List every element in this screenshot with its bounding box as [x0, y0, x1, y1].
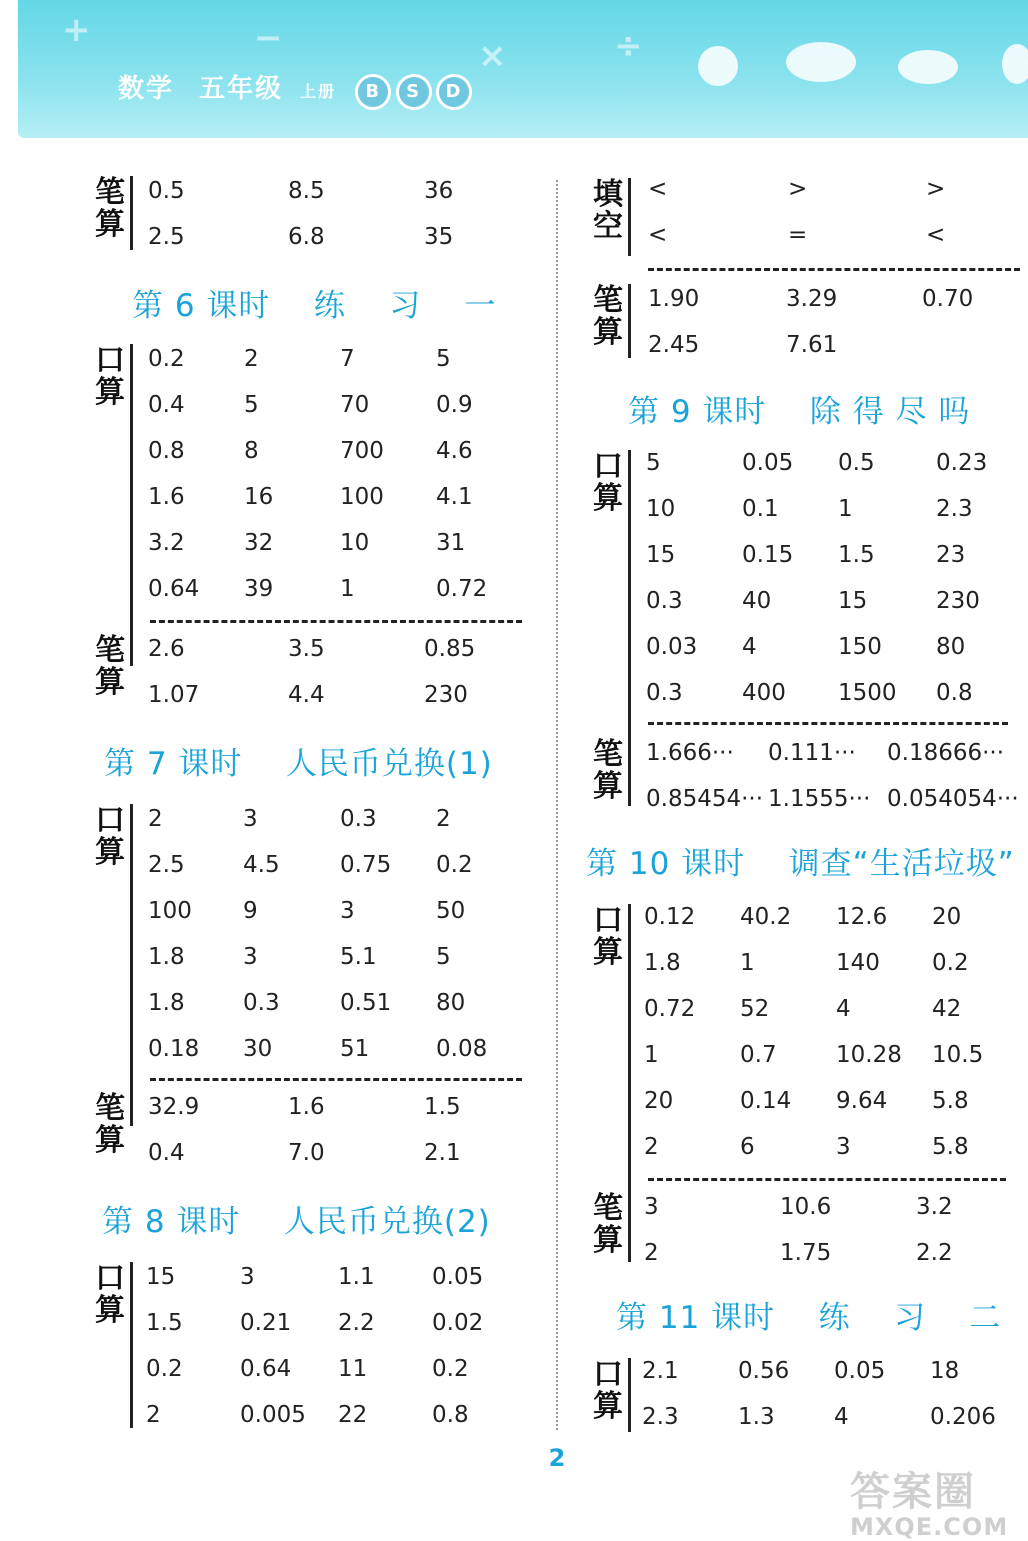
answer-cell: 4.4: [288, 682, 325, 708]
answer-cell: 0.054054···: [887, 786, 1019, 812]
lesson-title: 第 8 课时 人民币兑换(2): [102, 1204, 491, 1240]
answer-cell: 0.72: [436, 576, 488, 602]
section-label: 算: [593, 1389, 623, 1424]
answer-cell: 52: [740, 996, 770, 1022]
answer-cell: 1.666···: [646, 740, 734, 766]
answer-cell: 0.14: [740, 1088, 792, 1114]
answer-cell: 2: [148, 806, 163, 832]
answer-cell: 2.2: [916, 1240, 953, 1266]
answer-cell: 0.02: [432, 1310, 484, 1336]
answer-cell: 11: [338, 1356, 368, 1382]
section-label: 算: [593, 935, 623, 970]
answer-cell: 22: [338, 1402, 368, 1428]
answer-cell: 0.1: [742, 496, 779, 522]
answer-cell: 10.5: [932, 1042, 984, 1068]
answer-cell: 20: [932, 904, 962, 930]
lesson-title: 第 6 课时 练 习 一: [132, 288, 497, 324]
column-divider: [556, 180, 558, 1430]
answer-cell: 5.8: [932, 1134, 969, 1160]
answer-cell: 0.23: [936, 450, 988, 476]
section-label: 算: [593, 1223, 623, 1258]
answer-cell: 2.1: [642, 1358, 679, 1384]
answer-cell: 0.8: [936, 680, 973, 706]
section-label: 笔: [95, 633, 125, 668]
section-label: 口: [593, 903, 623, 938]
answer-cell: 1.75: [780, 1240, 832, 1266]
section-label: 笔: [95, 175, 125, 210]
answer-cell: 9.64: [836, 1088, 888, 1114]
answer-cell: 3.2: [148, 530, 185, 556]
answer-cell: 40.2: [740, 904, 792, 930]
answer-cell: >: [926, 176, 946, 202]
answer-cell: 4: [742, 634, 757, 660]
bracket-line: [628, 1358, 631, 1432]
answer-cell: 0.05: [742, 450, 794, 476]
answer-cell: 0.2: [432, 1356, 469, 1382]
bracket-line: [130, 804, 133, 1126]
answer-cell: 5.8: [932, 1088, 969, 1114]
answer-cell: 140: [836, 950, 880, 976]
answer-cell: 1: [644, 1042, 659, 1068]
answer-cell: 35: [424, 224, 454, 250]
answer-cell: 3.29: [786, 286, 838, 312]
answer-cell: 0.3: [646, 588, 683, 614]
answer-cell: 2: [244, 346, 259, 372]
answer-cell: 31: [436, 530, 466, 556]
answer-cell: 1.1555···: [768, 786, 871, 812]
answer-cell: 6: [740, 1134, 755, 1160]
bracket-line: [628, 904, 631, 1262]
section-label: 口: [593, 449, 623, 484]
times-decoration-icon: ×: [478, 36, 507, 76]
answer-cell: 0.85: [424, 636, 476, 662]
answer-cell: 1.8: [644, 950, 681, 976]
answer-cell: 4: [834, 1404, 849, 1430]
answer-cell: 2.3: [642, 1404, 679, 1430]
answer-cell: 2.5: [148, 852, 185, 878]
cloud-icon: [786, 42, 856, 82]
answer-cell: 80: [436, 990, 466, 1016]
separator-dashed-line: [648, 1178, 1006, 1181]
watermark-text: 答案圈: [850, 1469, 976, 1515]
answer-cell: 0.2: [932, 950, 969, 976]
answer-cell: 2.1: [424, 1140, 461, 1166]
answer-cell: 2.45: [648, 332, 700, 358]
answer-cell: 0.05: [834, 1358, 886, 1384]
answer-cell: 0.9: [436, 392, 473, 418]
answer-cell: 1500: [838, 680, 897, 706]
answer-cell: 10: [340, 530, 370, 556]
publisher-logo: [361, 74, 472, 110]
answer-cell: 2: [644, 1134, 659, 1160]
answer-cell: 80: [936, 634, 966, 660]
answer-cell: 12.6: [836, 904, 888, 930]
answer-cell: 4.5: [243, 852, 280, 878]
answer-cell: 1.90: [648, 286, 700, 312]
separator-dashed-line: [648, 268, 1020, 271]
separator-dashed-line: [150, 620, 522, 623]
answer-cell: 2.5: [148, 224, 185, 250]
section-label: 笔: [593, 1191, 623, 1226]
answer-cell: 0.08: [436, 1036, 488, 1062]
answer-cell: 700: [340, 438, 384, 464]
answer-cell: 0.2: [146, 1356, 183, 1382]
answer-cell: 0.3: [340, 806, 377, 832]
answer-cell: 2: [146, 1402, 161, 1428]
answer-cell: <: [926, 222, 946, 248]
answer-cell: 1.07: [148, 682, 200, 708]
answer-cell: 230: [936, 588, 980, 614]
answer-cell: 8.5: [288, 178, 325, 204]
answer-cell: 1.3: [738, 1404, 775, 1430]
logo-letter: D: [436, 74, 472, 110]
bracket-line: [628, 284, 631, 358]
answer-cell: 1: [740, 950, 755, 976]
answer-cell: 3: [340, 898, 355, 924]
answer-cell: =: [788, 222, 808, 248]
answer-cell: 10.28: [836, 1042, 902, 1068]
bracket-line: [130, 176, 133, 250]
section-label: 空: [593, 209, 623, 244]
section-label: 笔: [593, 737, 623, 772]
answer-cell: 0.70: [922, 286, 974, 312]
answer-cell: 5.1: [340, 944, 377, 970]
answer-cell: 51: [340, 1036, 370, 1062]
answer-cell: 1.5: [146, 1310, 183, 1336]
answer-cell: 6.8: [288, 224, 325, 250]
section-label: 口: [95, 803, 125, 838]
watermark-url: MXQE.COM: [850, 1513, 1009, 1541]
answer-cell: 4: [836, 996, 851, 1022]
answer-cell: 18: [930, 1358, 960, 1384]
lesson-title: 第 10 课时 调查“生活垃圾”: [586, 846, 1015, 882]
answer-cell: 2: [644, 1240, 659, 1266]
answer-cell: 7.61: [786, 332, 838, 358]
sun-icon: [698, 46, 738, 86]
separator-dashed-line: [150, 1078, 522, 1081]
bracket-line: [130, 344, 133, 666]
bracket-line: [628, 178, 631, 256]
answer-cell: 15: [146, 1264, 176, 1290]
header-banner: [18, 0, 1028, 138]
answer-cell: 30: [243, 1036, 273, 1062]
answer-cell: 20: [644, 1088, 674, 1114]
logo-letter: B: [355, 74, 391, 110]
answer-cell: 50: [436, 898, 466, 924]
section-label: 算: [95, 207, 125, 242]
answer-cell: 32: [244, 530, 274, 556]
answer-cell: 0.3: [243, 990, 280, 1016]
answer-cell: 0.64: [148, 576, 200, 602]
answer-cell: 0.5: [148, 178, 185, 204]
answer-cell: 2.2: [338, 1310, 375, 1336]
answer-cell: 0.2: [436, 852, 473, 878]
answer-cell: 7: [340, 346, 355, 372]
cloud-icon: [1002, 44, 1028, 84]
answer-cell: 70: [340, 392, 370, 418]
section-label: 笔: [95, 1091, 125, 1126]
answer-cell: 40: [742, 588, 772, 614]
answer-cell: 3: [240, 1264, 255, 1290]
bracket-line: [628, 450, 631, 806]
answer-cell: 5: [244, 392, 259, 418]
lesson-title: 第 9 课时 除 得 尽 吗: [628, 394, 971, 430]
answer-cell: 0.18: [148, 1036, 200, 1062]
bracket-line: [130, 1262, 133, 1428]
answer-cell: 0.8: [148, 438, 185, 464]
answer-cell: 400: [742, 680, 786, 706]
section-label: 笔: [593, 283, 623, 318]
answer-cell: 0.4: [148, 1140, 185, 1166]
minus-decoration-icon: −: [254, 18, 283, 58]
answer-cell: 32.9: [148, 1094, 200, 1120]
answer-cell: 0.7: [740, 1042, 777, 1068]
answer-cell: 1: [838, 496, 853, 522]
answer-cell: 42: [932, 996, 962, 1022]
answer-cell: 0.2: [148, 346, 185, 372]
answer-cell: 5: [646, 450, 661, 476]
answer-cell: 0.15: [742, 542, 794, 568]
cloud-icon: [898, 50, 958, 84]
section-label: 算: [95, 1293, 125, 1328]
answer-cell: 1.8: [148, 944, 185, 970]
section-label: 算: [593, 315, 623, 350]
answer-cell: 8: [244, 438, 259, 464]
answer-cell: 3.2: [916, 1194, 953, 1220]
answer-cell: 1: [340, 576, 355, 602]
section-label: 算: [95, 665, 125, 700]
answer-cell: 0.3: [646, 680, 683, 706]
answer-cell: <: [648, 176, 668, 202]
page-number: 2: [548, 1444, 566, 1472]
answer-cell: 0.85454···: [646, 786, 764, 812]
answer-cell: 15: [646, 542, 676, 568]
separator-dashed-line: [648, 722, 1008, 725]
answer-cell: 0.005: [240, 1402, 306, 1428]
answer-cell: 0.72: [644, 996, 696, 1022]
answer-cell: 0.51: [340, 990, 392, 1016]
logo-letter: S: [396, 74, 432, 110]
answer-cell: 0.05: [432, 1264, 484, 1290]
subject-label: 数学: [118, 74, 175, 104]
answer-cell: 5: [436, 346, 451, 372]
section-label: 口: [593, 1357, 623, 1392]
answer-cell: 0.03: [646, 634, 698, 660]
watermark: [850, 1460, 1020, 1541]
section-label: 算: [95, 835, 125, 870]
answer-cell: 3: [644, 1194, 659, 1220]
answer-cell: 2: [436, 806, 451, 832]
answer-cell: >: [788, 176, 808, 202]
answer-cell: 36: [424, 178, 454, 204]
answer-cell: 16: [244, 484, 274, 510]
answer-cell: 9: [243, 898, 258, 924]
section-label: 算: [95, 1123, 125, 1158]
answer-cell: <: [648, 222, 668, 248]
answer-cell: 10.6: [780, 1194, 832, 1220]
section-label: 口: [95, 343, 125, 378]
answer-cell: 1.5: [838, 542, 875, 568]
answer-cell: 2.6: [148, 636, 185, 662]
answer-cell: 0.8: [432, 1402, 469, 1428]
answer-cell: 150: [838, 634, 882, 660]
answer-cell: 3: [243, 806, 258, 832]
answer-cell: 39: [244, 576, 274, 602]
answer-cell: 0.5: [838, 450, 875, 476]
answer-cell: 3: [836, 1134, 851, 1160]
answer-cell: 2.3: [936, 496, 973, 522]
divide-decoration-icon: ÷: [614, 26, 643, 66]
grade-label: 五年级: [199, 74, 284, 104]
answer-cell: 3.5: [288, 636, 325, 662]
answer-cell: 23: [936, 542, 966, 568]
section-label: 算: [95, 375, 125, 410]
answer-cell: 230: [424, 682, 468, 708]
section-label: 算: [593, 481, 623, 516]
lesson-title: 第 11 课时 练 习 二: [616, 1300, 1002, 1336]
answer-cell: 1.5: [424, 1094, 461, 1120]
answer-cell: 5: [436, 944, 451, 970]
plus-decoration-icon: +: [62, 10, 91, 50]
answer-cell: 0.64: [240, 1356, 292, 1382]
answer-cell: 0.75: [340, 852, 392, 878]
answer-cell: 100: [148, 898, 192, 924]
answer-cell: 0.4: [148, 392, 185, 418]
answer-cell: 1.6: [288, 1094, 325, 1120]
answer-cell: 0.111···: [768, 740, 856, 766]
answer-cell: 10: [646, 496, 676, 522]
answer-cell: 0.21: [240, 1310, 292, 1336]
answer-cell: 0.206: [930, 1404, 996, 1430]
section-label: 算: [593, 769, 623, 804]
answer-cell: 0.12: [644, 904, 696, 930]
answer-cell: 0.18666···: [887, 740, 1005, 766]
answer-cell: 100: [340, 484, 384, 510]
book-title: [118, 68, 472, 110]
answer-cell: 1.1: [338, 1264, 375, 1290]
volume-label: 上册: [300, 82, 337, 101]
answer-cell: 3: [243, 944, 258, 970]
answer-cell: 0.56: [738, 1358, 790, 1384]
lesson-title: 第 7 课时 人民币兑换(1): [104, 746, 493, 782]
answer-cell: 7.0: [288, 1140, 325, 1166]
answer-cell: 4.6: [436, 438, 473, 464]
answer-cell: 1.8: [148, 990, 185, 1016]
answer-cell: 15: [838, 588, 868, 614]
section-label: 填: [593, 177, 623, 212]
answer-cell: 1.6: [148, 484, 185, 510]
answer-cell: 4.1: [436, 484, 473, 510]
section-label: 口: [95, 1261, 125, 1296]
